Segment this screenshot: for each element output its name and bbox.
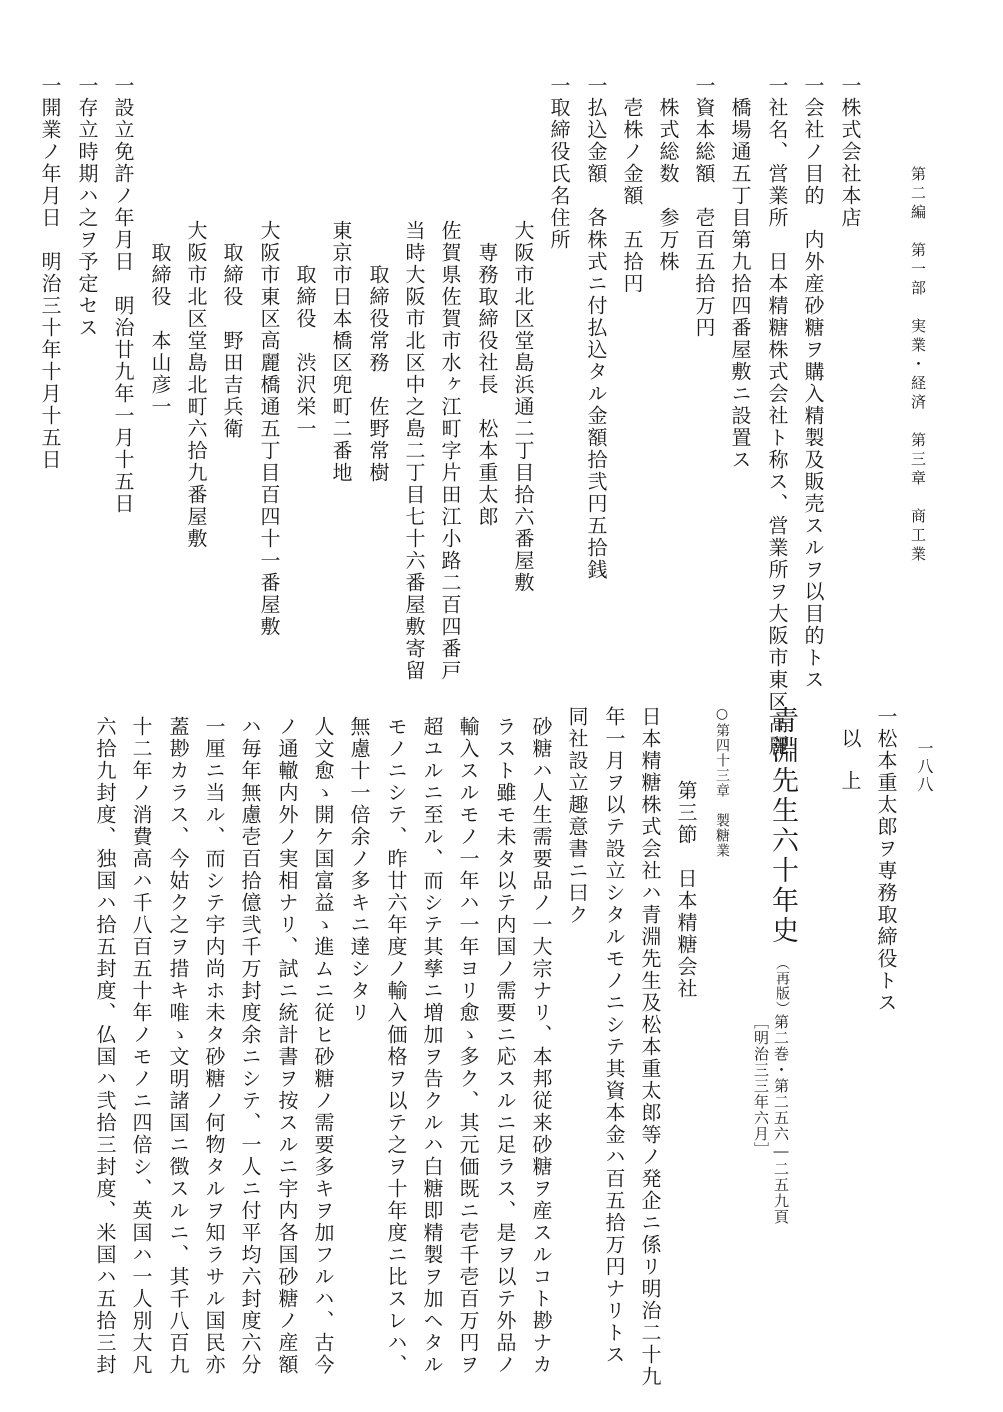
- officer-line: 取締役 渋沢栄一: [293, 264, 317, 440]
- quote-column: 六拾九封度、独国ハ拾五封度、仏国ハ弐拾三封度、米国ハ五拾三封: [93, 716, 117, 1376]
- text-column: 一取締役氏名住所: [547, 75, 571, 251]
- text-column: 株式総数 参万株: [656, 97, 680, 273]
- address-line: 大阪市北区堂島北町六拾九番屋敷: [184, 220, 208, 550]
- text-column: 一資本総額 壱百五拾万円: [692, 75, 716, 339]
- text-column: 壱株ノ金額 五拾円: [620, 97, 644, 295]
- text-column: 橋場通五丁目第九拾四番屋敷ニ設置ス: [728, 97, 752, 471]
- quote-column: 蓋尠カラス、今姑ク之ヲ措キ唯ゝ文明諸国ニ徴スルニ、其千八百九: [166, 716, 190, 1376]
- text-column: 一払込金額 各株式ニ付払込タル金額拾弐円五拾銭: [584, 75, 608, 581]
- quote-column: 砂糖ハ人生需要品ノ一大宗ナリ、本邦従来砂糖ヲ産スルコト尠ナカ: [529, 716, 553, 1376]
- address-line: 佐賀県佐賀市水ヶ江町字片田江小路二百四番戸: [438, 220, 462, 682]
- quote-column: モノニシテ、昨廿六年度ノ輸入価格ヲ以テ之ヲ十年度ニ比スレハ、: [384, 716, 408, 1376]
- quote-column: 人文愈ゝ開ケ国富益ゝ進ムニ従ヒ砂糖ノ需要多キヲ加フルハ、古今: [311, 716, 335, 1376]
- officer-line: 取締役常務 佐野常樹: [366, 264, 390, 484]
- text-column: 一社名、営業所 日本精糖株式会社ト称ス、営業所ヲ大阪市東区高麗: [765, 75, 789, 757]
- officer-line: 取締役 本山彦一: [148, 242, 172, 418]
- text-column: 日本精糖株式会社ハ青淵先生及松本重太郎等ノ発企ニ係リ明治二十九: [638, 706, 662, 1388]
- address-line: 大阪市北区堂島浜通二丁目拾六番屋敷: [511, 220, 535, 594]
- quote-column: 超ユルニ至ル、而シテ其孳ニ増加ヲ告クルハ白糖即精製ヲ加ヘタル: [420, 716, 444, 1376]
- quote-column: ハ毎年無慮壱百拾億弐千万封度余ニシテ、一人ニ付平均六封度六分: [238, 716, 262, 1376]
- text-column: 年一月ヲ以テ設立シタルモノニシテ其資本金ハ百五拾万円ナリトス: [602, 706, 626, 1366]
- source-reference: 第二巻・第二五六―二五九頁: [772, 1014, 790, 1225]
- text-column: 一存立時期ハ之ヲ予定セス: [75, 75, 99, 339]
- quote-column: ラスト雖モ未タ以テ内国ノ需要ニ応スルニ足ラス、是ヲ以テ外品ノ: [493, 716, 517, 1376]
- edition-label: （再版）: [774, 956, 790, 1016]
- section-heading: 第三節 日本精糖会社: [674, 780, 698, 1000]
- officer-line: 専務取締役社長 松本重太郎: [475, 242, 499, 528]
- text-column: 一松本重太郎ヲ専務取締役トス: [874, 706, 898, 1014]
- text-column: 一設立免許ノ年月日 明治廿九年一月十五日: [111, 75, 135, 515]
- address-line: 東京市日本橋区兜町二番地: [329, 220, 353, 484]
- address-line: 大阪市東区高麗橋通五丁目百四十一番屋敷: [257, 220, 281, 638]
- running-header: 第二編 第一部 実業・経済 第三章 商工業: [909, 166, 927, 565]
- text-column: 一開業ノ年月日 明治三十年十月十五日: [38, 75, 62, 471]
- text-column: 一株式会社本店: [838, 75, 862, 229]
- book-title: 青淵先生六十年史: [767, 706, 798, 946]
- quote-column: 輸入スルモノ一年ハ一年ヨリ愈ゝ多ク、其元価既ニ壱千壱百万円ヲ: [456, 716, 480, 1376]
- text-column: 同社設立趣意書ニ曰ク: [565, 706, 589, 926]
- address-line: 当時大阪市北区中之島二丁目七十六番屋敷寄留: [402, 220, 426, 682]
- quote-column: 一厘ニ当ル、而シテ宇内尚ホ未タ砂糖ノ何物タルヲ知ラサル国民亦: [202, 716, 226, 1376]
- quote-column: ノ通轍内外ノ実相ナリ、試ニ統計書ヲ按スルニ宇内各国砂糖ノ産額: [275, 716, 299, 1376]
- quote-column: 十二年ノ消費高ハ千八百五十年ノモノニ四倍シ、英国ハ一人別大凡: [129, 716, 153, 1376]
- text-column: 一会社ノ目的 内外産砂糖ヲ購入精製及販売スルヲ以目的トス: [801, 75, 825, 691]
- quote-column: 無慮十一倍余ノ多キニ達シタリ: [347, 716, 371, 1024]
- chapter-heading: ○第四十三章 製糖業: [714, 706, 730, 858]
- page-number: 一八八: [915, 740, 934, 794]
- closing-mark: 以上: [838, 728, 862, 812]
- officer-line: 取締役 野田吉兵衛: [220, 242, 244, 440]
- source-date: ［明治三三年六月］: [752, 1014, 770, 1158]
